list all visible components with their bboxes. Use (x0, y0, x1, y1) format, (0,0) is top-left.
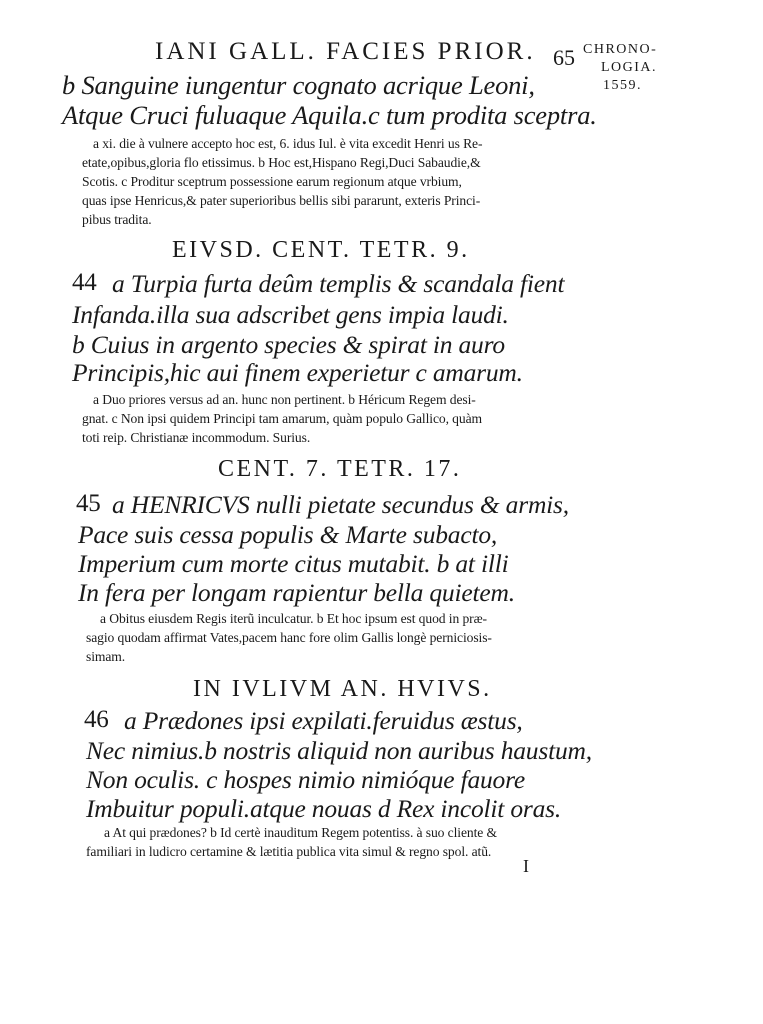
verse-line: Principis,hic aui finem experietur c amarum. (72, 358, 523, 387)
footnote-line: Scotis. c Proditur sceptrum possessione earum regionum atque vrbium, (82, 174, 462, 189)
margin-note-line: CHRONO- (583, 42, 658, 57)
catchword: I (523, 856, 529, 876)
footnote-line: pibus tradita. (82, 212, 152, 227)
verse-line: Pace suis cessa populis & Marte subacto, (78, 520, 498, 549)
section-heading: EIVSD. CENT. TETR. 9. (172, 237, 470, 263)
footnote-line: gnat. c Non ipsi quidem Principi tam amarum, quàm populo Gallico, quàm (82, 411, 482, 426)
verse-line: In fera per longam rapientur bella quietem. (78, 578, 515, 607)
footnote-line: a Duo priores versus ad an. hunc non pertinent. b Héricum Regem desi- (93, 392, 476, 407)
verse-number: 44 (72, 269, 97, 296)
running-head: IANI GALL. FACIES PRIOR. (155, 38, 536, 65)
verse-line: Imperium cum morte citus mutabit. b at illi (78, 549, 509, 578)
verse-line: a Turpia furta deûm templis & scandala fient (112, 269, 565, 298)
footnote-line: simam. (86, 649, 126, 664)
footnote-line: a Obitus eiusdem Regis iterũ inculcatur. b Et hoc ipsum est quod in præ- (100, 611, 487, 626)
section-heading: IN IVLIVM AN. HVIVS. (193, 676, 492, 702)
verse-line: b Cuius in argento species & spirat in auro (72, 330, 505, 359)
verse-line: b Sanguine iungentur cognato acrique Leoni, (62, 70, 535, 100)
verse-line: Atque Cruci fuluaque Aquila.c tum prodita sceptra. (62, 100, 597, 130)
footnote-line: quas ipse Henricus,& pater superioribus bellis sibi pararunt, exteris Princi- (82, 193, 481, 208)
verse-line: Nec nimius.b nostris aliquid non auribus haustum, (86, 736, 592, 765)
verse-number: 46 (84, 706, 109, 733)
footnote-line: a At qui prædones? b Id certè inauditum Regem potentiss. à suo cliente & (104, 825, 497, 840)
verse-number: 45 (76, 490, 101, 517)
page-number: 65 (553, 45, 575, 70)
verse-line: Non oculis. c hospes nimio nimióque fauore (86, 765, 525, 794)
section-heading: CENT. 7. TETR. 17. (218, 456, 462, 482)
margin-note-line: LOGIA. (601, 60, 658, 75)
verse-line: Infanda.illa sua adscribet gens impia laudi. (72, 300, 509, 329)
verse-line: a Prædones ipsi expilati.feruidus æstus, (124, 706, 523, 735)
verse-line: Imbuitur populi.atque nouas d Rex incolit oras. (86, 794, 562, 823)
footnote-line: familiari in ludicro certamine & lætitia publica vita simul & regno spol. atũ. (86, 844, 492, 859)
verse-line: a HENRICVS nulli pietate secundus & armis, (112, 490, 569, 519)
footnote-line: a xi. die à vulnere accepto hoc est, 6. idus Iul. è vita excedit Henri us Re- (93, 136, 483, 151)
footnote-line: sagio quodam affirmat Vates,pacem hanc fore olim Gallis longè perniciosis- (86, 630, 492, 645)
margin-note-line: 1559. (603, 78, 642, 93)
footnote-line: toti reip. Christianæ incommodum. Surius. (82, 430, 311, 445)
footnote-line: etate,opibus,gloria flo etissimus. b Hoc est,Hispano Regi,Duci Sabaudie,& (82, 155, 481, 170)
